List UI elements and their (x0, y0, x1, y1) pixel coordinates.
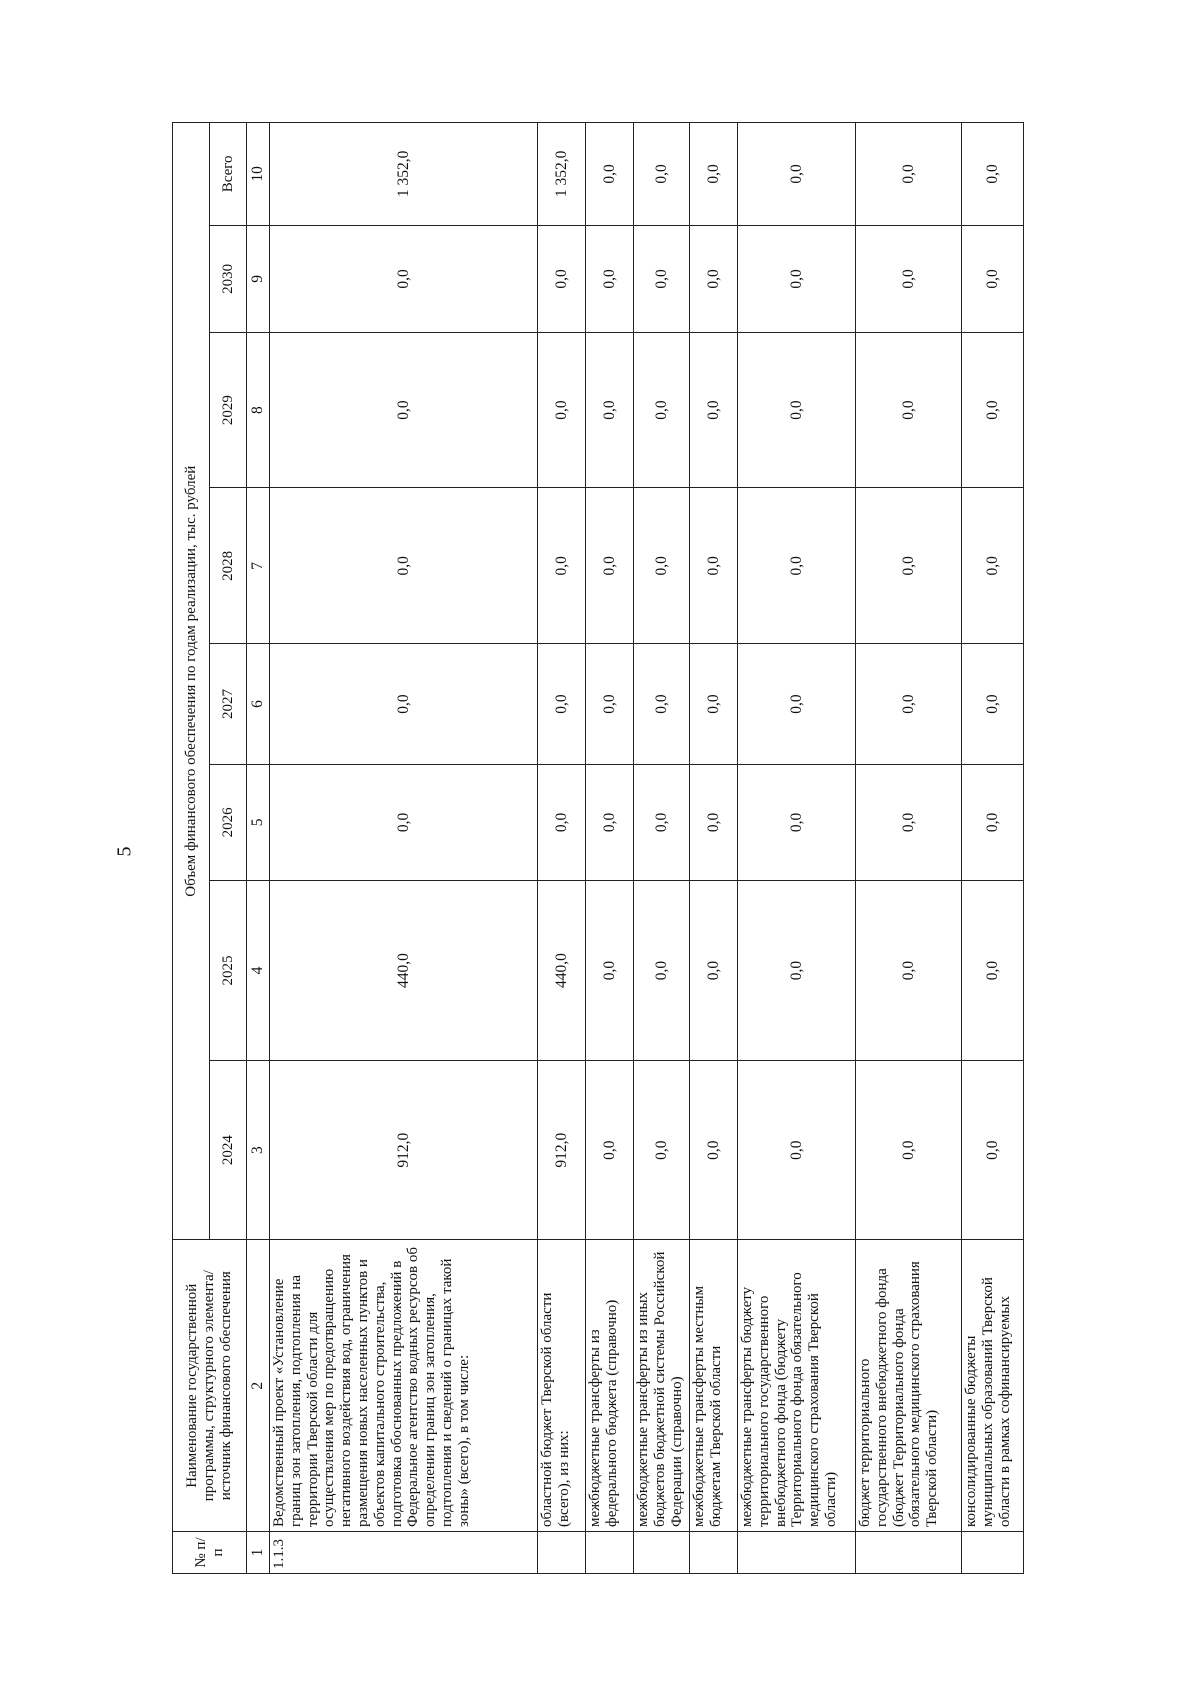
row-value: 0,0 (962, 881, 1024, 1061)
row-number: 1.1.3 (270, 1532, 538, 1574)
row-name: областной бюджет Тверской области (всего), из них: (538, 1240, 586, 1532)
row-value: 0,0 (738, 333, 856, 488)
header-year: 2029 (210, 333, 247, 488)
row-value: 0,0 (856, 881, 962, 1061)
row-number (586, 1532, 634, 1574)
row-value: 1 352,0 (270, 123, 538, 226)
financing-table (172, 122, 1024, 1574)
row-value: 0,0 (634, 1060, 690, 1240)
row-value: 0,0 (634, 333, 690, 488)
table-row (962, 123, 1024, 1574)
row-value: 0,0 (270, 333, 538, 488)
row-value: 0,0 (962, 764, 1024, 881)
row-number (962, 1532, 1024, 1574)
page-number: 5 (113, 846, 136, 857)
row-value: 0,0 (270, 764, 538, 881)
column-number: 7 (247, 488, 270, 644)
row-value: 0,0 (738, 123, 856, 226)
column-number: 6 (247, 644, 270, 764)
row-value: 0,0 (856, 123, 962, 226)
column-number: 9 (247, 225, 270, 332)
column-number: 8 (247, 333, 270, 488)
column-number: 5 (247, 764, 270, 881)
row-value: 0,0 (634, 488, 690, 644)
row-value: 0,0 (690, 644, 738, 764)
row-value: 0,0 (856, 764, 962, 881)
row-value: 0,0 (962, 333, 1024, 488)
table-row (738, 123, 856, 1574)
row-value: 0,0 (634, 764, 690, 881)
row-value: 0,0 (634, 225, 690, 332)
row-value: 0,0 (634, 644, 690, 764)
row-number (538, 1532, 586, 1574)
row-value: 0,0 (586, 881, 634, 1061)
row-value: 0,0 (538, 644, 586, 764)
column-number: 10 (247, 123, 270, 226)
row-value: 440,0 (270, 881, 538, 1061)
header-year: Всего (210, 123, 247, 226)
row-value: 0,0 (738, 764, 856, 881)
row-value: 0,0 (270, 644, 538, 764)
column-number: 2 (247, 1240, 270, 1532)
row-value: 0,0 (738, 488, 856, 644)
row-value: 0,0 (270, 225, 538, 332)
row-value: 0,0 (690, 333, 738, 488)
row-name: консолидированные бюджеты муниципальных образований Тверской области в рамках софинансируемых (962, 1240, 1024, 1532)
row-value: 1 352,0 (538, 123, 586, 226)
column-number: 4 (247, 881, 270, 1061)
row-number (690, 1532, 738, 1574)
column-number: 1 (247, 1532, 270, 1574)
row-value: 0,0 (634, 123, 690, 226)
row-value: 0,0 (586, 488, 634, 644)
header-year: 2028 (210, 488, 247, 644)
row-name: межбюджетные трансферты из федерального бюджета (справочно) (586, 1240, 634, 1532)
row-value: 0,0 (856, 1060, 962, 1240)
table-row (690, 123, 738, 1574)
rotated-sheet (172, 122, 1092, 1574)
row-value: 0,0 (538, 225, 586, 332)
table-row (538, 123, 586, 1574)
row-value: 0,0 (738, 225, 856, 332)
row-value: 0,0 (856, 644, 962, 764)
header-year: 2025 (210, 881, 247, 1061)
table-row (856, 123, 962, 1574)
table-row (586, 123, 634, 1574)
row-number (634, 1532, 690, 1574)
header-group: Объем финансового обеспечения по годам реализации, тыс. рублей (173, 123, 210, 1240)
row-name: межбюджетные трансферты бюджету территориального государственного внебюджетного фонда (бюджету Территориального фонда обязательного медицинского страхования Тверской области) (738, 1240, 856, 1532)
row-value: 0,0 (738, 644, 856, 764)
row-value: 0,0 (856, 488, 962, 644)
header-no: № п/п (173, 1532, 247, 1574)
row-value: 0,0 (690, 764, 738, 881)
row-value: 0,0 (962, 644, 1024, 764)
row-name: Ведомственный проект «Установление границ зон затопления, подтопления на территории Тверской области для осуществления мер по предотвращению негативного воздействия вод, ограничения размещения новых населенных пунктов и объектов капитального строительства, подготовка обоснованных предложений в Федеральное агентство водных ресурсов об определении границ зон затопления, подтопления и сведений о границах такой зоны» (всего), в том числе: (270, 1240, 538, 1532)
row-value: 0,0 (586, 123, 634, 226)
row-value: 440,0 (538, 881, 586, 1061)
row-value: 0,0 (270, 488, 538, 644)
header-name: Наименование государственной программы, структурного элемента/источник финансового обеспечения (173, 1240, 247, 1532)
row-value: 0,0 (962, 488, 1024, 644)
row-number (856, 1532, 962, 1574)
row-number (738, 1532, 856, 1574)
row-value: 0,0 (690, 488, 738, 644)
column-number: 3 (247, 1060, 270, 1240)
row-value: 0,0 (634, 881, 690, 1061)
row-value: 912,0 (538, 1060, 586, 1240)
header-year: 2027 (210, 644, 247, 764)
row-value: 0,0 (586, 644, 634, 764)
row-name: межбюджетные трансферты из иных бюджетов бюджетной системы Российской Федерации (справочно) (634, 1240, 690, 1532)
header-year: 2026 (210, 764, 247, 881)
row-value: 0,0 (690, 225, 738, 332)
row-value: 0,0 (738, 1060, 856, 1240)
row-value: 0,0 (586, 1060, 634, 1240)
row-value: 0,0 (586, 764, 634, 881)
row-value: 0,0 (690, 881, 738, 1061)
row-value: 0,0 (738, 881, 856, 1061)
table-row (634, 123, 690, 1574)
row-value: 0,0 (586, 225, 634, 332)
header-year: 2024 (210, 1060, 247, 1240)
row-value: 0,0 (856, 333, 962, 488)
row-value: 0,0 (538, 764, 586, 881)
row-value: 0,0 (538, 488, 586, 644)
header-year: 2030 (210, 225, 247, 332)
row-value: 912,0 (270, 1060, 538, 1240)
row-value: 0,0 (690, 123, 738, 226)
row-value: 0,0 (538, 333, 586, 488)
table-row (270, 123, 538, 1574)
row-value: 0,0 (690, 1060, 738, 1240)
row-value: 0,0 (962, 123, 1024, 226)
row-value: 0,0 (962, 1060, 1024, 1240)
row-value: 0,0 (586, 333, 634, 488)
row-value: 0,0 (962, 225, 1024, 332)
row-name: межбюджетные трансферты местным бюджетам Тверской области (690, 1240, 738, 1532)
row-name: бюджет территориального государственного внебюджетного фонда (бюджет Территориального фонда обязательного медицинского страхования Тверской области) (856, 1240, 962, 1532)
row-value: 0,0 (856, 225, 962, 332)
